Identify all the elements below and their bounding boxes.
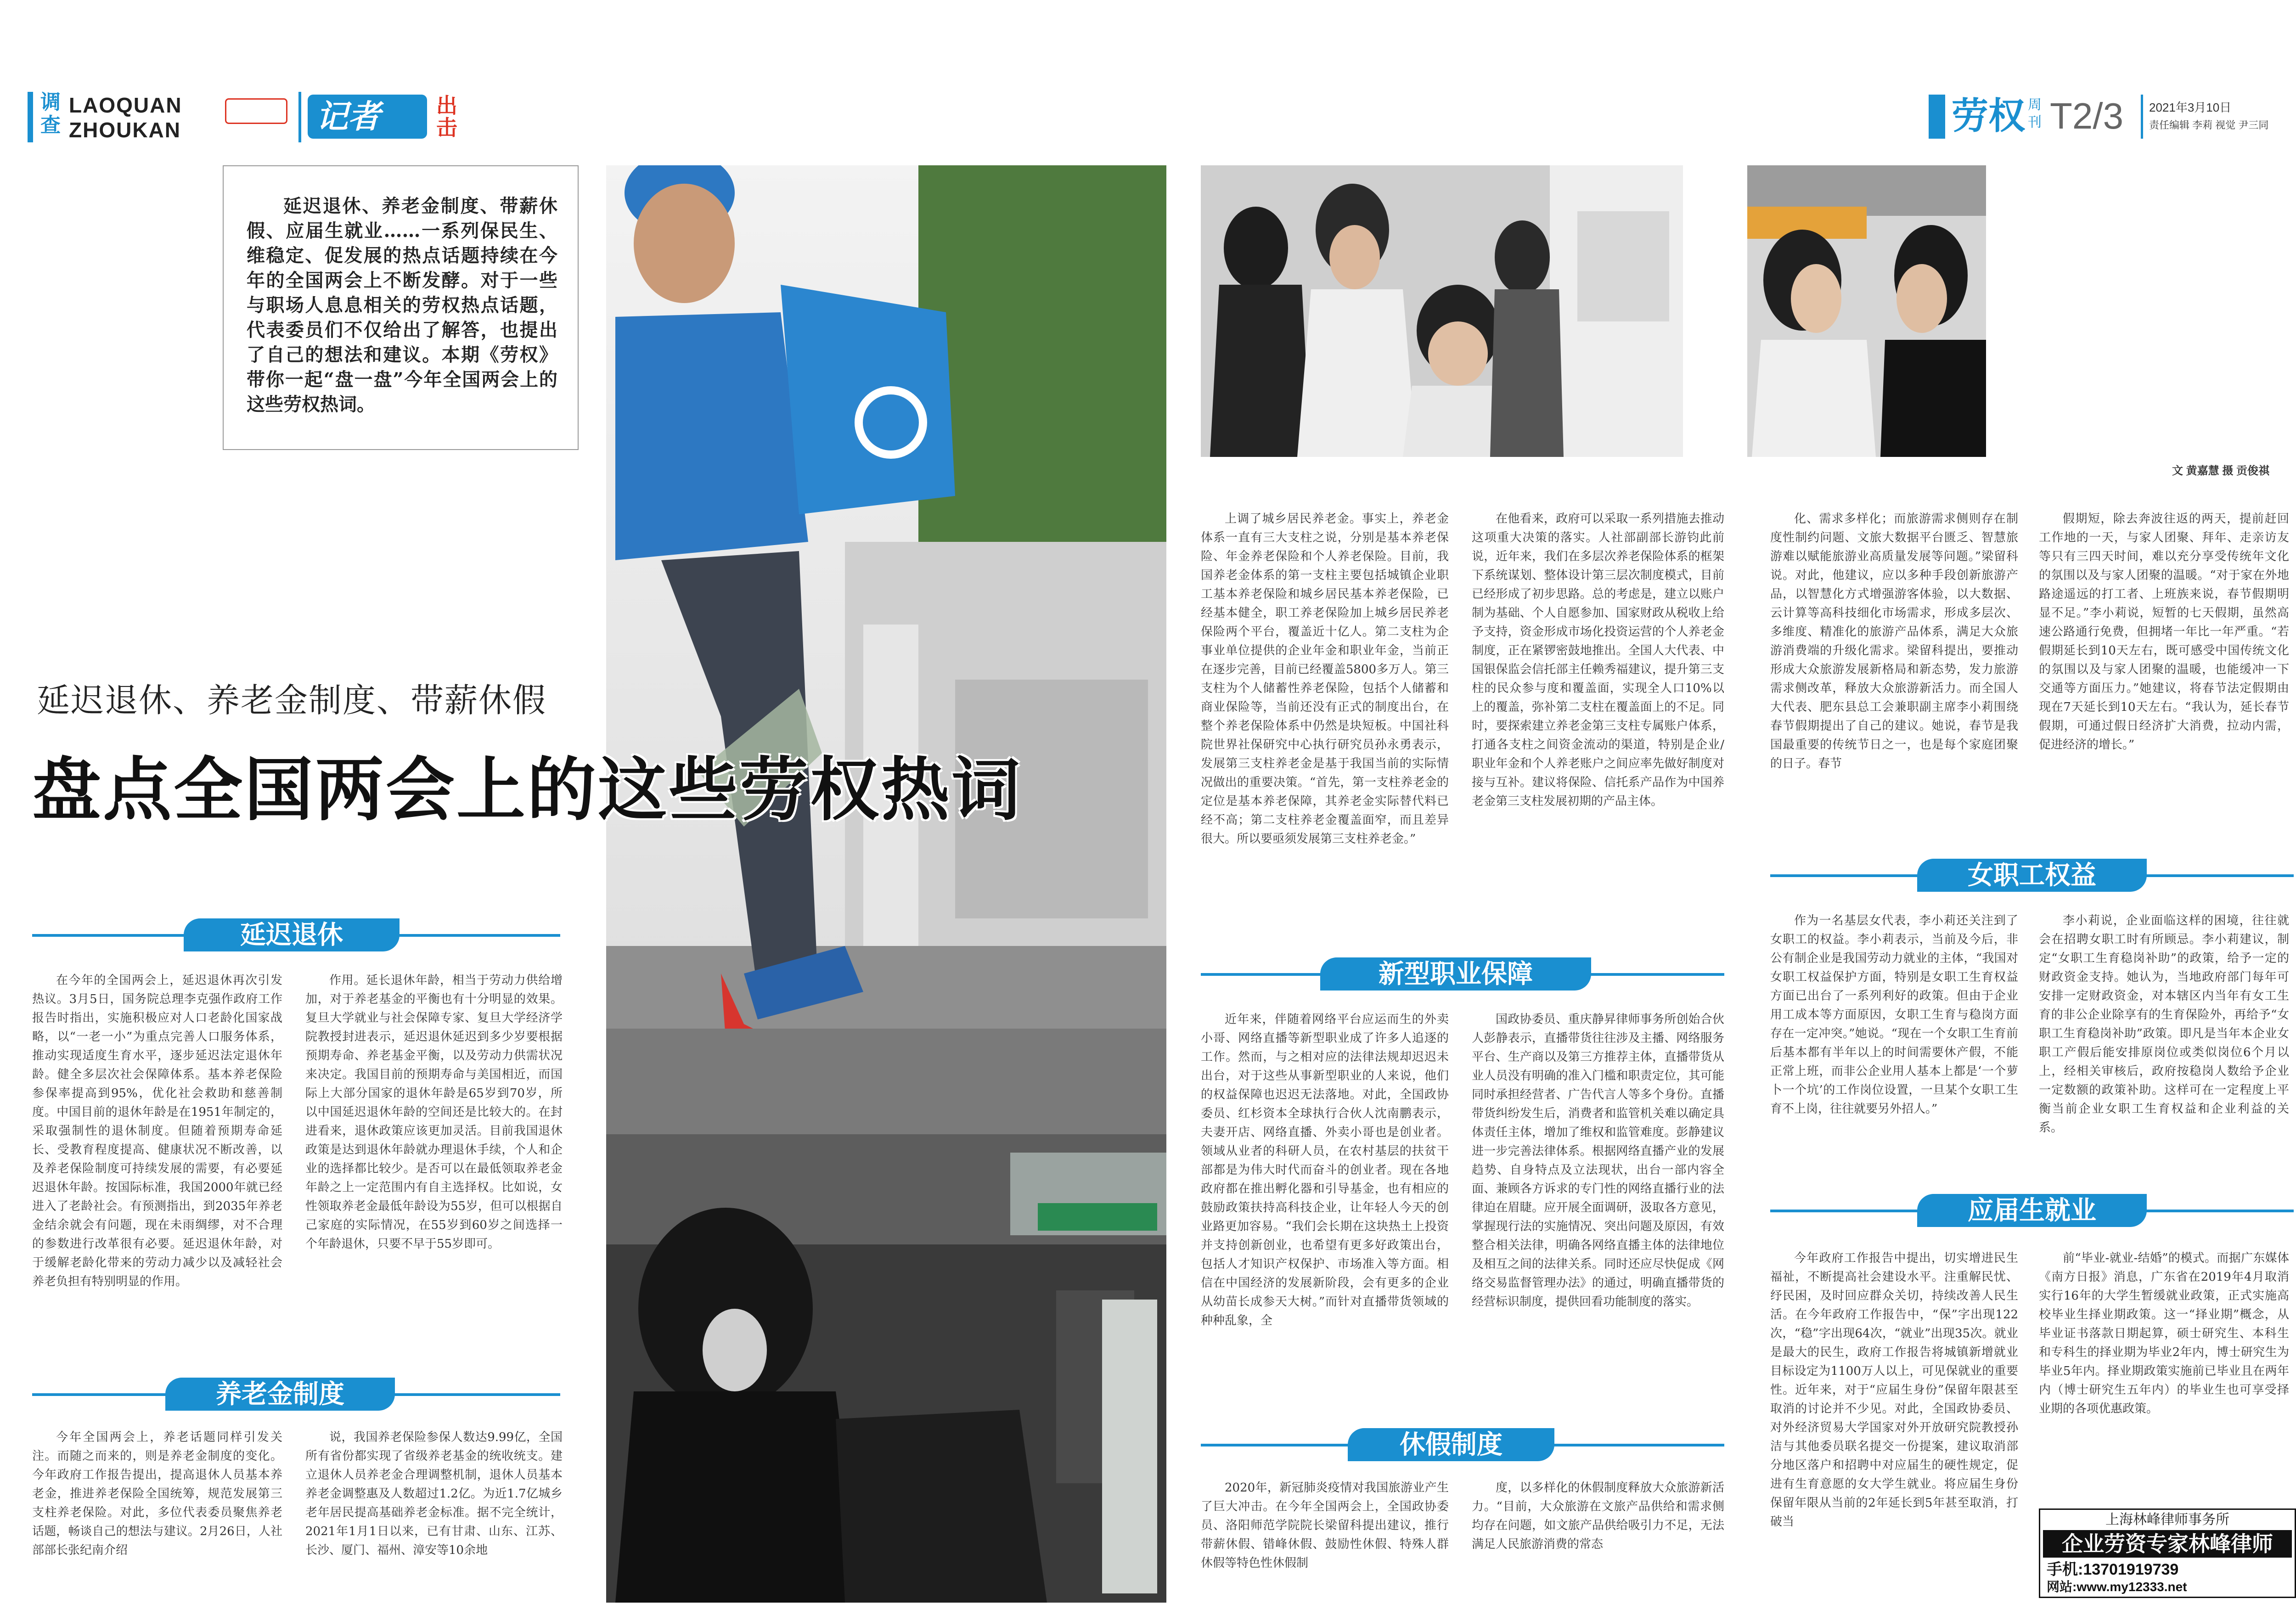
article-col-8 bbox=[1472, 1010, 1724, 1414]
section-title: 休假制度 bbox=[1348, 1428, 1554, 1461]
masthead-right-bar bbox=[1929, 95, 1945, 139]
section-title: 新型职业保障 bbox=[1320, 957, 1591, 991]
section-header-vacation bbox=[1201, 1428, 1724, 1461]
headline-main: 盘点全国两会上的这些劳权热词 bbox=[32, 749, 1023, 830]
job-interview-illustration bbox=[1747, 165, 1986, 457]
issue-date: 2021年3月10日 bbox=[2149, 101, 2232, 114]
article-col-12 bbox=[2039, 510, 2289, 840]
masthead-right bbox=[1929, 83, 2291, 147]
article-paragraph: 在今年的全国两会上，延迟退休再次引发热议。3月5日，国务院总理李克强作政府工作报告时指出，实施积极应对人口老龄化国家战略，以“一老一小”为重点完善人口服务体系，推动实现适度生育水平，逐步延迟法定退休年龄。健全多层次社会保障体系。基本养老保险参保率提高到95%，优化社会救助和慈善制度。中国目前的退休年龄是在1951年制定的，采取强制性的退休制度。但随着预期寿命延长、受教育程度提高、健康状况不断改善，以及养老保险制度可持续发展的需要，有必要延迟退休年龄。按国际标准，我国2000年就已经进入了老龄社会。有预测指出，到2035年养老金结余就会有问题，现在未雨绸缪，对不合理的参数进行改革很有必要。延迟退休年龄，对于缓解老龄化带来的劳动力减少以及减轻社会养老负担有特别明显的作用。 bbox=[32, 974, 282, 1289]
masthead-right-divider bbox=[2141, 95, 2143, 139]
intro-box bbox=[223, 165, 579, 450]
section-header-delayed-retirement bbox=[32, 918, 560, 951]
article-col-14 bbox=[2039, 912, 2289, 1182]
paper-name: 劳权 bbox=[1952, 96, 2025, 136]
ad-slogan: 企业劳资专家林峰律师 bbox=[2043, 1530, 2292, 1558]
job-fair-illustration bbox=[1201, 165, 1683, 457]
article-col-6 bbox=[1472, 510, 1724, 941]
ad-website: 网站:www.my12333.net bbox=[2047, 1580, 2187, 1594]
section-title: 女职工权益 bbox=[1917, 859, 2147, 892]
photo-delivery-rider bbox=[606, 165, 1166, 1134]
article-col-16 bbox=[2039, 1249, 2289, 1497]
section-header-graduates bbox=[1770, 1194, 2294, 1227]
section-title: 应届生就业 bbox=[1917, 1194, 2147, 1227]
article-col-1 bbox=[32, 971, 282, 1368]
photo-subway-passengers bbox=[606, 1134, 1166, 1603]
article-paragraph: 近年来，伴随着网络平台应运而生的外卖小哥、网络直播等新型职业成了许多人追逐的工作。然而，与之相对应的法律法规却迟迟未出台，对于这些从事新型职业的人来说，他们的权益保障也迟迟无法落地。对此，全国政协委员、红杉资本全球执行合伙人沈南鹏表示，夫妻开店、网络直播、外卖小哥也是创业者。领域从业者的科研人员，在农村基层的扶贫干部都是为伟大时代而奋斗的创业者。现在各地政府都在推出孵化器和引导基金，也有相应的鼓励政策扶持高科技企业，让年轻人今天的创业路更加容易。“我们会长期在这块热土上投资并支持创新创业，也希望有更多好政策出台，包括人才知识产权保护、市场准入等方面。相信在中国经济的发展新阶段，会有更多的企业从幼苗长成参天大树。”而针对直播带货领域的种种乱象，全 bbox=[1201, 1013, 1449, 1328]
paper-sub: 周刊 bbox=[2028, 97, 2042, 130]
article-col-11 bbox=[1770, 510, 2018, 840]
brand-line-2: ZHOUKAN bbox=[69, 118, 181, 142]
article-paragraph: 前“毕业-就业-结婚”的模式。而据广东媒体《南方日报》消息，广东省在2019年4月取消实行16年的大学生暂缓就业政策，正式实施高校毕业生择业期政策。这一“择业期”概念，从毕业证书落款日期起算，硕士研究生、本科生和专科生的择业期为毕业2年内，博士研究生为毕业5年内。择业期政策实施前已毕业且在两年内（博士研究生五年内）的毕业生也可享受择业期的各项优惠政策。 bbox=[2039, 1251, 2289, 1416]
article-paragraph: 说，我国养老保险参保人数达9.99亿，全国所有省份都实现了省级养老基金的统收统支。建立退休人员养老金合理调整机制，退休人员基本养老金调整惠及人数超过1.2亿。为近1.7亿城乡老年居民提高基础养老金标准。据不完全统计，2021年1月1日以来，已有甘肃、山东、江苏、长沙、厦门、福州、漳安等10余地 bbox=[305, 1430, 563, 1557]
section-header-new-jobs bbox=[1201, 957, 1724, 991]
section-title: 延迟退休 bbox=[184, 918, 400, 951]
article-col-4 bbox=[305, 1428, 563, 1598]
article-paragraph: 度，以多样化的休假制度释放大众旅游新活力。“目前，大众旅游在文旅产品供给和需求侧均存在问题，如文旅产品供给吸引力不足，无法满足人民旅游消费的常态 bbox=[1472, 1481, 1724, 1551]
article-col-9 bbox=[1201, 1479, 1449, 1598]
page-number: T2/3 bbox=[2050, 96, 2124, 136]
article-paragraph: 假期短，除去奔波往返的两天，提前赶回工作地的一天，与家人团聚、拜年、走亲访友等只有三四天时间，难以充分享受传统年文化的氛围以及与家人团聚的温暖。“对于家在外地路途遥远的打工者、上班族来说，春节假期明显不足。”李小莉说，短暂的七天假期，虽然高速公路通行免费，但拥堵一年比一年严重。“若假期延长到10天左右，既可感受中国传统文化的氛围以及与家人团聚的温暖，也能缓冲一下交通等方面压力。”她建议，将春节法定假期由现在7天延长到10天左右。“我认为，延长春节假期，可通过假日经济扩大消费，拉动内需，促进经济的增长。” bbox=[2039, 512, 2289, 752]
article-col-13 bbox=[1770, 912, 2018, 1182]
article-paragraph: 2020年，新冠肺炎疫情对我国旅游业产生了巨大冲击。在今年全国两会上，全国政协委员、洛阳师范学院院长梁留科提出建议，推行带薪休假、错峰休假、鼓励性休假、特殊人群休假等特色性休假制 bbox=[1201, 1481, 1449, 1570]
delivery-rider-illustration bbox=[606, 165, 1166, 1134]
article-paragraph: 作为一名基层女代表，李小莉还关注到了女职工的权益。李小莉表示，当前及今后，非公有制企业是我国劳动力就业的主体，“我国对女职工权益保护方面，特别是女职工生育权益方面已出台了一系列利好的政策。但由于企业用工成本等方面原因，女职工生育与稳岗方面存在一定冲突。”她说。“现在一个女职工生育前后基本都有半年以上的时间需要休产假，不能正常上班，而非公企业用人基本上都是‘一个萝卜一个坑’的工作岗位设置，一旦某个女职工生育不上岗，往往就要另外招人。” bbox=[1770, 914, 2018, 1116]
article-col-5 bbox=[1201, 510, 1449, 941]
article-paragraph: 上调了城乡居民养老金。事实上，养老金体系一直有三大支柱之说，分别是基本养老保险、年金养老保险和个人养老保险。目前，我国养老金体系的第一支柱主要包括城镇企业职工基本养老保险和城乡居民基本养老保险，已经基本健全，职工养老保险加上城乡居民养老保险两个平台，覆盖近十亿人。第二支柱为企事业单位提供的企业年金和职业年金，当前正在逐步完善，目前已经覆盖5800多万人。第三支柱为个人储蓄性养老保险，包括个人储蓄和商业保险等，当前还没有正式的制度出台，在整个养老保险体系中仍然是块短板。中国社科院世界社保研究中心执行研究员孙永勇表示，发展第三支柱养老金是基于我国当前的实际情况做出的重要决策。“首先，第一支柱养老金的定位是基本养老保障，其养老金实际替代料已经不高；第二支柱养老金覆盖面窄，而且差异很大。所以要亟须发展第三支柱养老金。” bbox=[1201, 512, 1449, 846]
article-paragraph: 李小莉说，企业面临这样的困境，往往就会在招聘女职工时有所顾忌。李小莉建议，制定“女职工生育稳岗补助”的政策，给予一定的财政资金支持。她认为，当地政府部门每年可安排一定财政资金，对本辖区内当年有女工生育的非公企业除享有的生育保险外，再给予“女职工生育稳岗补助”政策。即凡是当年本企业女职工产假后能安排原岗位或类似岗位6个月以上，经相关审核后，政府按稳岗人数给予企业一定数额的政策补助。这样可在一定程度上平衡当前企业女职工生育权益和企业利益的关系。 bbox=[2039, 914, 2289, 1135]
masthead-left-marker bbox=[28, 92, 33, 142]
section-header-female-workers bbox=[1770, 859, 2294, 892]
photo-credit: 文 黄嘉慧 摄 贡俊祺 bbox=[2172, 465, 2270, 477]
brand-line-1: LAOQUAN bbox=[69, 93, 182, 117]
law-firm-ad bbox=[2039, 1508, 2296, 1598]
article-col-2 bbox=[305, 971, 563, 1368]
article-col-15 bbox=[1770, 1249, 2018, 1598]
masthead-left bbox=[28, 83, 468, 147]
article-col-7 bbox=[1201, 1010, 1449, 1414]
photo-job-fair-crowd bbox=[1201, 165, 1683, 457]
section-vertical-label: 调查 bbox=[40, 91, 61, 136]
article-paragraph: 国政协委员、重庆静昇律师事务所创始合伙人彭静表示，直播带货往往涉及主播、网络服务平台、生产商以及第三方推荐主体，直播带货从业人员没有明确的准入门槛和职责定位，其可能同时承担经营者、广告代言人等多个身份。直播带货纠纷发生后，消费者和监管机关难以确定具体责任主体，增加了维权和监管难度。彭静建议进一步完善法律体系。根据网络直播产业的发展趋势、自身特点及立法现状，出台一部内容全面、兼顾各方诉求的专门性的网络直播行业的法律迫在眉睫。应开展全面调研，汲取各方意见，掌握现行法的实施情况、突出问题及原因，有效整合相关法律，明确各网络直播主体的法律地位及相互之间的法律关系。同时还应尽快促成《网络交易监督管理办法》的通过，明确直播带货的经营标识制度，提供回看功能制度的落实。 bbox=[1472, 1013, 1724, 1309]
article-col-10 bbox=[1472, 1479, 1724, 1598]
section-header-pension bbox=[32, 1378, 560, 1411]
editors-line: 责任编辑 李莉 视觉 尹三同 bbox=[2149, 119, 2269, 131]
headline-kicker: 延迟退休、养老金制度、带薪休假 bbox=[37, 681, 547, 720]
article-paragraph: 作用。延长退休年龄，相当于劳动力供给增加，对于养老基金的平衡也有十分明显的效果。复旦大学就业与社会保障专家、复旦大学经济学院教授封进表示，延迟退休延迟到多少岁要根据预期寿命、养老基金平衡，以及劳动力供需状况来决定。我国目前的预期寿命与美国相近，而国际上大部分国家的退休年龄是65岁到70岁，所以中国延迟退休年龄的空间还是比较大的。在封进看来，退休政策应该更加灵活。目前我国退休政策是达到退休年龄就办理退休手续，个人和企业的选择都比较少。是否可以在最低领取养老金年龄之上一定范围内有自主选择权。比如说，女性领取养老金最低年龄设为55岁，但可以根据自己家庭的实际情况，在55岁到60岁之间选择一个年龄退休，只要不早于55岁即可。 bbox=[305, 974, 563, 1251]
article-paragraph: 今年全国两会上，养老话题同样引发关注。而随之而来的，则是养老金制度的变化。今年政府工作报告提出，提高退休人员基本养老金，推进养老保险全国统筹，规范发展第三支柱养老保险。对此，多位代表委员聚焦养老话题，畅谈自己的想法与建议。2月26日，人社部部长张纪南介绍 bbox=[32, 1430, 282, 1557]
column-tag: 出击 bbox=[436, 93, 457, 140]
article-paragraph: 今年政府工作报告中提出，切实增进民生福祉，不断提高社会建设水平。注重解民忧、纾民困，及时回应群众关切，持续改善人民生活。在今年政府工作报告中，“保”字出现122次，“稳”字出现64次，“就业”出现35次。就业是最大的民生，政府工作报告将城镇新增就业目标设定为1100万人以上，可见保就业的重要性。近年来，对于“应届生身份”保留年限甚至取消的讨论并不少见。对此，全国政协委员、对外经济贸易大学国家对外开放研究院教授孙洁与其他委员联名提交一份提案，建议取消部分地区落户和招聘中对应届生的硬性规定，促进有生育意愿的女大学生就业。将应届生身份保留年限从当前的2年延长到5年甚至取消，打破当 bbox=[1770, 1251, 2018, 1529]
article-col-3 bbox=[32, 1428, 282, 1598]
masthead-divider bbox=[298, 92, 301, 142]
intro-text: 延迟退休、养老金制度、带薪休假、应届生就业……一系列保民生、维稳定、促发展的热点话题持续在今年的全国两会上不断发酵。对于一些与职场人息息相关的劳权热点话题，代表委员们不仅给出了解答，也提出了自己的想法和建议。本期《劳权》带你一起“盘一盘”今年全国两会上的这些劳权热词。 bbox=[247, 195, 557, 415]
section-title: 养老金制度 bbox=[165, 1378, 395, 1411]
column-name: 记者 bbox=[316, 97, 380, 135]
subway-illustration bbox=[606, 1134, 1166, 1603]
ad-firm-name: 上海林峰律师事务所 bbox=[2105, 1512, 2229, 1528]
article-paragraph: 化、需求多样化；而旅游需求侧则存在制度性制约问题、文旅大数据平台匮乏、智慧旅游难以赋能旅游业高质量发展等问题。”梁留科说。对此，他建议，应以多种手段创新旅游产品，以智慧化方式增强游客体验，以大数据、云计算等高科技细化市场需求，形成多层次、多维度、精准化的旅游产品体系，满足大众旅游消费端的升级化需求。梁留科提出，要推动形成大众旅游发展新格局和新态势，发力旅游需求侧改革，释放大众旅游新活力。而全国人大代表、肥东县总工会兼职副主席李小莉围绕春节假期提出了自己的建议。她说，春节是我国最重要的传统节日之一，也是每个家庭团聚的日子。春节 bbox=[1770, 512, 2018, 771]
brand-logo bbox=[225, 98, 287, 124]
column-name-box bbox=[308, 95, 427, 139]
ad-phone: 手机:13701919739 bbox=[2047, 1561, 2179, 1578]
article-paragraph: 在他看来，政府可以采取一系列措施去推动这项重大决策的落实。人社部副部长游钧此前说，近年来，我们在多层次养老保险体系的框架下系统谋划、整体设计第三层次制度模式，目前已经形成了初步思路。总的考虑是，建立以账户制为基础、个人自愿参加、国家财政从税收上给予支持，资金形成市场化投资运营的个人养老金制度，正在紧锣密鼓地推出。全国人大代表、中国银保监会信托部主任赖秀福建议，提升第三支柱的民众参与度和覆盖面，实现全人口10%以上的覆盖，弥补第二支柱在覆盖面上的不足。同时，要探索建立养老金第三支柱专属账户体系，打通各支柱之间资金流动的渠道，特别是企业/职业年金和个人养老账户之间应率先做好制度对接与互补。建议将保险、信托系产品作为中国养老金第三支柱发展初期的产品主体。 bbox=[1472, 512, 1724, 808]
photo-job-interview bbox=[1747, 165, 1986, 457]
